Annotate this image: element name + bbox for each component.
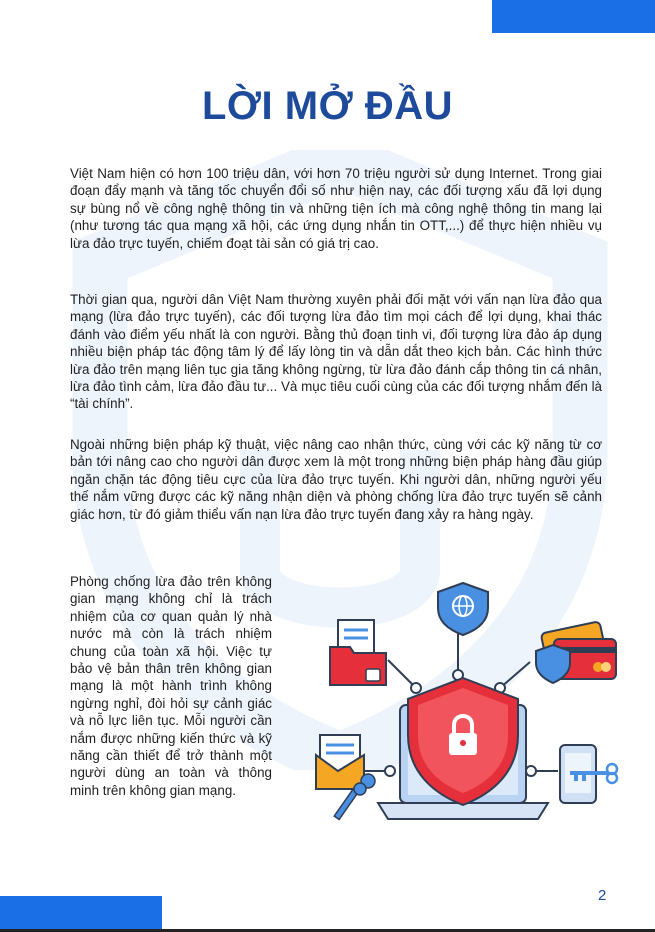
folder-document-icon (330, 620, 386, 685)
intro-paragraph-2: Thời gian qua, người dân Việt Nam thường xuyên phải đối mặt với vấn nạn lừa đảo qua mạng (lừa đảo trực tuyến), các đối tượng lừa đảo tìm mọi cách để lợi dụng, khai thác đánh vào điểm yếu nhất là con người. Bằng thủ đoạn tinh vi, đối tượng lừa đảo áp dụng nhiều biện pháp tác động tâm lý để lấy lòng tin và dẫn dắt theo kịch bản. Các hình thức lừa đảo trên mạng liên tục gia tăng không ngừng, từ lừa đảo đánh cắp thông tin cá nhân, lừa đảo tình cảm, lừa đảo đầu tư... Và mục tiêu cuối cùng của các đối tượng nhắm đến là “tài chính”. (70, 292, 602, 412)
intro-paragraph-4: Phòng chống lừa đảo trên không gian mạng không chỉ là trách nhiệm của cơ quan quản lý nhà nước mà còn là trách nhiệm chung của toàn xã hội. Việc tự bảo vệ bản thân trên không gian mạng là một hành trình không ngừng nghỉ, đòi hỏi sự cảnh giác và nỗ lực liên tục. Mỗi người cần nắm được những kiến thức và kỹ năng cần thiết để trở thành một người dùng an toàn và thông minh trên không gian mạng. (70, 574, 272, 798)
envelope-icon (316, 735, 364, 789)
page-number: 2 (598, 887, 607, 904)
bottom-accent-bar (0, 896, 162, 929)
intro-paragraph-1: Việt Nam hiện có hơn 100 triệu dân, với hơn 70 triệu người sử dụng Internet. Trong giai đoạn đẩy mạnh và tăng tốc chuyển đổi số như hiện nay, các đối tượng xấu đã lợi dụng sự bùng nổ về công nghệ thông tin và những tiện ích mà công nghệ thông tin mang lại (như tương tác qua mạng xã hội, các ứng dụng nhắn tin OTT,...) để thực hiện nhiều vụ lừa đảo trực tuyến, chiếm đoạt tài sản có giá trị cao. (70, 166, 602, 251)
top-accent-bar (492, 0, 655, 33)
cyber-security-illustration (308, 575, 626, 833)
globe-shield-icon (438, 583, 488, 635)
page-title: LỜI MỞ ĐẦU (202, 84, 453, 128)
intro-paragraph-3: Ngoài những biện pháp kỹ thuật, việc nâng cao nhận thức, cùng với các kỹ năng từ cơ bản tới nâng cao cho người dân được xem là một trong những biện pháp hàng đầu giúp ngăn chặn tác động tiêu cực của lừa đảo trực tuyến. Khi người dân, những người yếu thế nắm vững được các kỹ năng nhận diện và phòng chống lừa đảo trực tuyến sẽ cảnh giác hơn, từ đó giảm thiểu vấn nạn lừa đảo trực tuyến đang xảy ra hàng ngày. (70, 437, 602, 522)
phone-key-icon (560, 745, 617, 803)
